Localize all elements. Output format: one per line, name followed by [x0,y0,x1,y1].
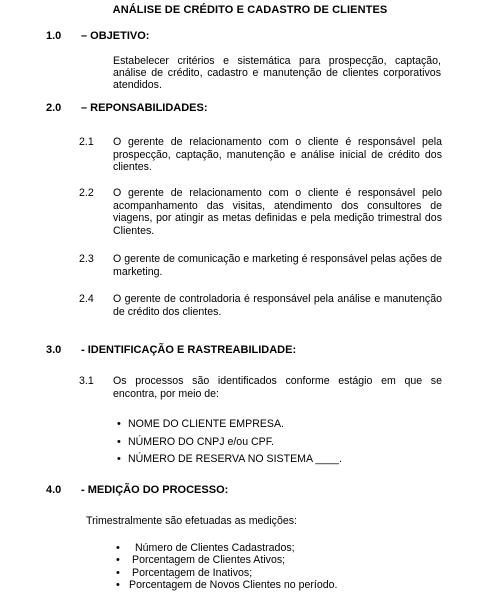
item-number-2-4: 2.4 [79,293,94,305]
list-item [117,453,342,471]
section-heading-objetivo [46,30,149,42]
section-number: 1.0 [46,30,62,42]
section-number: 4.0 [46,484,62,496]
section-number: 3.0 [46,344,62,356]
list-item-text: Número de Clientes Cadastrados; [135,542,295,554]
item-text-2-2: O gerente de relacionamento com o cliente é responsável pelo acompanhamento das visitas, atendimento dos consultores de viagens, por atingir as metas definidas e pela medição trimestral dos Clientes. [113,187,442,237]
bullet-icon: • [116,578,120,591]
section-title: – REPONSABILIDADES: [81,102,208,114]
medicao-intro: Trimestralmente são efetuadas as medições: [86,515,297,527]
item-text-2-3: O gerente de comunicação e marketing é responsável pelas ações de marketing. [113,253,442,278]
list-item [117,436,342,454]
measurement-list [113,542,337,591]
list-item [117,418,342,436]
item-text-2-4: O gerente de controladoria é responsável pela análise e manutenção de crédito dos clientes. [113,293,442,318]
list-item-text: NÚMERO DO CNPJ e/ou CPF. [128,435,274,448]
list-item-text: Porcentagem de Novos Clientes no período. [129,578,338,591]
list-item-text: Porcentagem de Inativos; [132,566,253,579]
list-item [113,579,337,591]
identification-list [117,418,342,471]
list-item [113,567,337,579]
bullet-icon: • [117,435,121,448]
list-item-text: Porcentagem de Clientes Ativos; [132,554,286,567]
list-item [113,554,337,566]
bullet-icon: • [116,554,120,567]
section-title: - MEDIÇÃO DO PROCESSO: [81,484,229,496]
list-item [113,542,337,554]
item-number-3-1: 3.1 [79,375,94,387]
item-number-2-3: 2.3 [79,253,94,265]
list-item-text: NÚMERO DE RESERVA NO SISTEMA ____. [128,453,342,466]
item-number-2-2: 2.2 [79,187,94,199]
list-item-text: NOME DO CLIENTE EMPRESA. [128,418,284,430]
section-title: - IDENTIFICAÇÃO E RASTREABILIDADE: [81,344,297,356]
item-number-2-1: 2.1 [79,136,94,148]
item-text-2-1: O gerente de relacionamento com o cliente é responsável pela prospecção, captação, manutenção e análise inicial de crédito dos clientes. [113,136,442,173]
section-heading-responsabilidades [46,102,208,114]
bullet-icon: • [117,453,121,466]
section-number: 2.0 [46,102,62,114]
document-title: ANÁLISE DE CRÉDITO E CADASTRO DE CLIENTES [112,4,388,16]
section-heading-identificacao [46,344,296,356]
section-heading-medicao [46,484,228,496]
item-text-3-1: Os processos são identificados conforme estágio em que se encontra, por meio de: [113,375,442,400]
section-title: – OBJETIVO: [81,30,150,42]
bullet-icon: • [117,418,121,430]
bullet-icon: • [116,566,120,579]
bullet-icon: • [116,542,120,554]
objetivo-text: Estabelecer critérios e sistemática para prospecção, captação, análise de crédito, cadastro e manutenção de clientes corporativos atendidos. [113,55,441,91]
